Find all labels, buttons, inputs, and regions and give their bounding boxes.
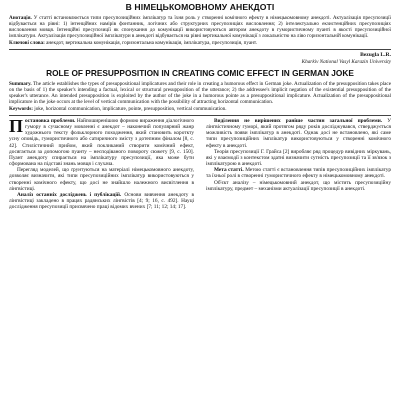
paragraph: Перегляд моделей, що ґрунтуються на матеріалі німецькомовного анекдоту, дозволяє визначити, які типи пресупозиційних імплікатур використовуються у створенні комічного ефекту, що досі не знайшло належного висвітлення в лінгвістиці. — [9, 167, 194, 192]
ua-abstract-label: Анотація. — [9, 15, 32, 21]
paragraph — [9, 115, 194, 168]
ua-abstract — [9, 15, 391, 39]
author-name: Bezugla L.R. — [360, 52, 391, 59]
paragraph — [9, 192, 194, 210]
paragraph — [206, 167, 391, 179]
section-heading: Аналіз останніх досліджень і публікацій. — [17, 191, 122, 198]
left-column — [9, 115, 195, 211]
paragraph — [206, 118, 391, 149]
ua-keywords — [9, 40, 391, 46]
drop-cap: П — [9, 115, 24, 136]
paragraph-text: У лінгвістичному гуморі, який протягом ряду років досліджувався, стверджується можливість появи імплікатур в анекдоті. Однак досі не встановлено, які саме типи пресупозиційних імплікатур використовуються у створенні комічного ефекту в анекдоті. — [206, 117, 391, 149]
page-title-continuation: В НІМЕЦЬКОМОВНОМУ АНЕКДОТІ — [125, 2, 275, 12]
divider — [9, 49, 391, 50]
document-page — [0, 2, 400, 402]
paragraph-text: Найпоширенішою формою вираження діалогічного гумору в сучасному мовленні є анекдот – наконечий популярний жанр художнього тексту фольклорного походження, який становить короткту усну оповідь, гумористичного або сатиричного змісту з дотепним фіналом [8, с. 42]. Стилістичний прийом, який покликаний створити комічний ефект, досягається за допомогою пуанту – несподіваного повороту сюжету [9, c. 150]. Пуант анекдоту спирається на імплікатуру пресупозиції, яка може бути сформована на підставі знань мовця і слухача. — [9, 117, 194, 168]
en-keywords-text: joke, horizontal communication, implicature, pointe, presupposition, vertical communication. — [33, 105, 227, 112]
right-column — [206, 118, 391, 210]
author-affiliation: Kharkiv National Vasyl Karazin University — [301, 58, 391, 65]
paragraph-text: Метою статті є встановлення типів пресупозиційних імплікатур та їхньої ролі в створенні гумористичного ефекту в німецькомовному анекдоті. — [206, 167, 391, 180]
ua-keywords-label: Ключові слова: — [9, 40, 45, 47]
en-keywords — [9, 106, 391, 112]
en-abstract-label: Summary. — [9, 80, 32, 87]
section-heading: Мета статті. — [214, 167, 244, 174]
paragraph-text: Основи вивчення анекдоту в лінгвістиці закладено в працях радянських лінгвістів [4; 9; 16, с. 492]. Науці дослідження пресупозиції присвячено праці відомих вчених [7; 11; 12; 14; 17]. — [9, 191, 195, 211]
ua-keywords-text: анекдот, вертикальна комунікація, горизонтальна комунікація, імплікатура, пресупозиція, пуант. — [44, 40, 258, 47]
divider — [9, 115, 391, 116]
english-title: ROLE OF PRESUPPOSITION IN CREATING COMIC EFFECT IN GERMAN JOKE — [46, 67, 354, 78]
section-heading: Виділення не вирішених раніше частин загальної проблеми. — [214, 117, 383, 124]
en-abstract-text: The article establishes the types of presuppositional implicatures and their role in creating a humorous effect in German joke. Actualization of the presupposition takes place on the basis of 1) the speaker's intending a factual, lexical or structural presupposition of the utterance; 2) the addressee's implicit negation of the existential presupposition of the speaker's utterance. An intended presupposition is exploited by the author of the joke in a humorous pointe as a presuppositional implicature. Actualization of the presuppositional implicature in the joke occurs at the level of vertical communication with the possibility of attracting horizontal communication. — [9, 80, 391, 105]
en-abstract — [9, 81, 391, 105]
paragraph: Теорія пресупозиції Г. Грайса [2] виробляє ряд процедур вивідних міркувань, які у взаємодії з контекстом здатні визначити сутність пресупозиції та її зв'язок з імплікатурою в анекдоті. — [206, 148, 391, 168]
body-columns — [9, 115, 391, 211]
section-heading: остановка проблеми. — [25, 117, 76, 124]
ua-abstract-text: У статті встановлюється типи пресупозиційних імплікатур та їхня роль у створенні комічного ефекту в німецькомовному анекдоті. Актуалізація пресупозиції відбувається на рівні: 1) інтенційних намірів фонтанник, логічних або структурних пресупозиціях висловлення; 2) інтелектуально екзистенційних пресупозиціях висловлення мовця. Інтенційні пресупозиції як спонукання до комунікації використовуються автором анекдоту в гумористичному пуанті в якості пресупозиційної імплікатури. Актуалізація пресупозиційної імплікатури в анекдоті відбувається на рівні вертикальної комунікації з локальністю на ліво горизонтальній комунікації. — [9, 15, 391, 40]
en-keywords-label: Keywords: — [9, 105, 33, 112]
paragraph: Об'єкт аналізу – німецькомовний анекдот, що містить пресупозиційну імплікатуру, предмет – механізми актуалізації пресупозиції в анекдоті. — [206, 179, 391, 192]
